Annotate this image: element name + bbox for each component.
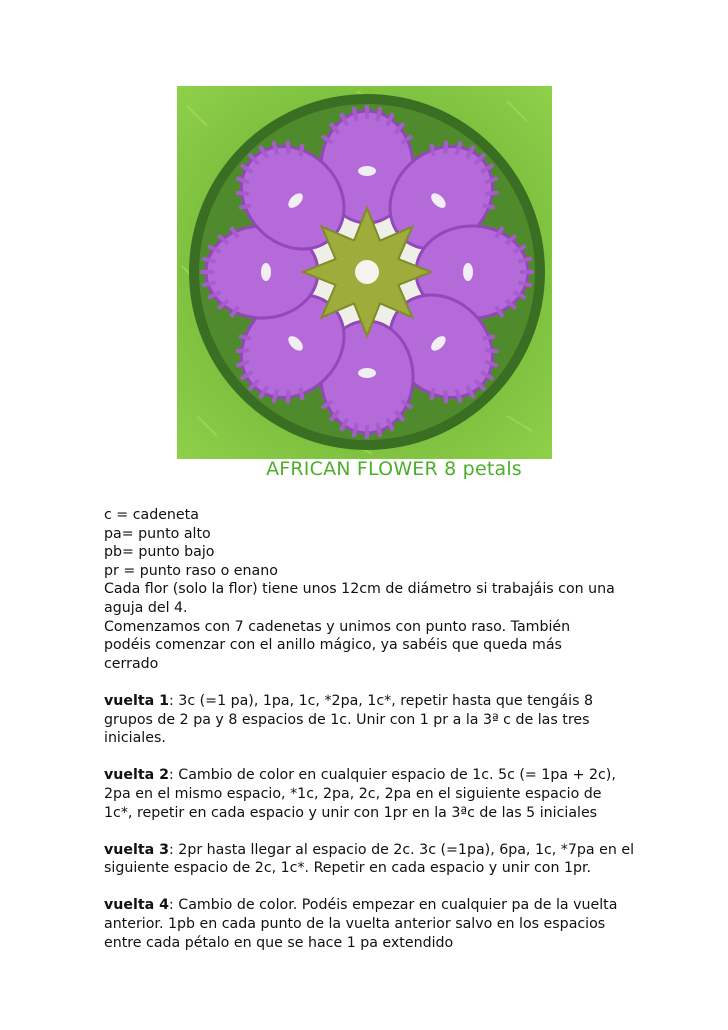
flower-illustration (177, 86, 552, 459)
abbrev-line: c = cadeneta (104, 507, 199, 523)
round-label: vuelta 4 (104, 897, 170, 914)
round-label: vuelta 3 (104, 841, 170, 858)
abbrev-line: pr = punto raso o enano (104, 562, 278, 579)
round-4-line: vuelta 4: Cambio de color. Podéis empezar en cualquier pa de la vuelta (104, 897, 618, 914)
round-3-line: vuelta 3: 2pr hasta llegar al espacio de 2c. 3c (=1pa), 6pa, 1c, *7pa en el (104, 841, 635, 858)
crochet-flower-photo (177, 86, 552, 459)
pattern-text (104, 506, 644, 952)
round-4-line: anterior. 1pb en cada punto de la vuelta anterior salvo en los espacios (104, 916, 606, 933)
round-2-line: 2pa en el mismo espacio, *1c, 2pa, 2c, 2pa en el siguiente espacio de (104, 785, 602, 802)
round-2-line: vuelta 2: Cambio de color en cualquier espacio de 1c. 5c (= 1pa + 2c), (104, 767, 616, 784)
intro-line: cerrado (104, 655, 159, 672)
intro-line: Comenzamos con 7 cadenetas y unimos con punto raso. También (104, 618, 571, 635)
round-1-line: vuelta 1: 3c (=1 pa), 1pa, 1c, *2pa, 1c*, repetir hasta que tengáis 8 (104, 692, 593, 709)
round-1-line: iniciales. (104, 730, 166, 747)
intro-line: podéis comenzar con el anillo mágico, ya sabéis que queda más (104, 637, 562, 654)
round-3-line: siguiente espacio de 2c, 1c*. Repetir en cada espacio y unir con 1pr. (104, 860, 592, 877)
flower-center (303, 208, 431, 336)
round-4-line: entre cada pétalo en que se hace 1 pa extendido (104, 934, 454, 951)
abbrev-line: pa= punto alto (104, 525, 211, 542)
round-2-line: 1c*, repetir en cada espacio y unir con 1pr en la 3ªc de las 5 iniciales (104, 804, 598, 821)
intro-line: Cada flor (solo la flor) tiene unos 12cm de diámetro si trabajáis con una (104, 581, 615, 598)
abbrev-line: pb= punto bajo (104, 544, 215, 561)
round-label: vuelta 1 (104, 692, 170, 709)
intro-line: aguja del 4. (104, 599, 188, 616)
round-label: vuelta 2 (104, 767, 170, 784)
center-hole (355, 260, 379, 284)
round-1-line: grupos de 2 pa y 8 espacios de 1c. Unir con 1 pr a la 3ª c de las tres (104, 711, 590, 728)
page-title: AFRICAN FLOWER 8 petals (266, 458, 522, 480)
